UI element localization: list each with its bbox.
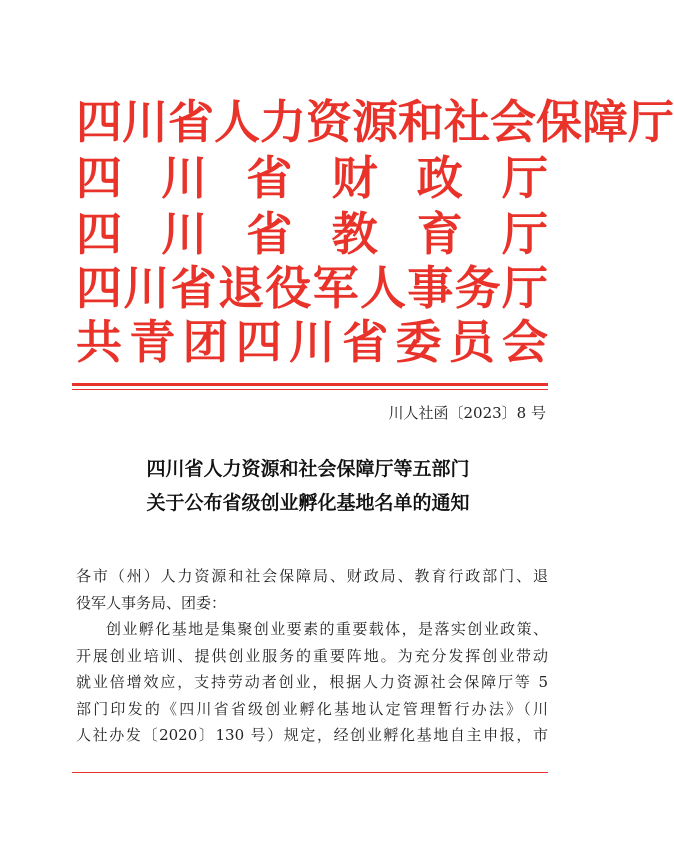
header-char: 财 [331,151,378,205]
header-char: 人 [214,95,260,149]
header-char: 源 [352,95,398,149]
document-title-line-1: 四川省人力资源和社会保障厅等五部门 [146,458,470,480]
header-char: 川 [122,95,168,149]
header-char: 人 [359,261,406,315]
header-char: 四 [76,207,122,261]
header-char: 政 [416,151,463,205]
header-char: 务 [454,261,501,315]
header-divider-thin [72,389,548,390]
header-char: 厅 [628,95,674,149]
header-char: 事 [407,261,454,315]
header-org-1 [76,95,674,149]
header-char: 教 [331,207,378,261]
header-divider-thick [72,383,548,386]
header-char: 保 [536,95,582,149]
paragraph-line: 人社办发〔2020〕130 号）规定，经创业孵化基地自主申报，市 [76,726,548,744]
salutation-line: 各市（州）人力资源和社会保障局、财政局、教育行政部门、退 [76,567,548,585]
header-char: 力 [260,95,306,149]
document-title-line-2: 关于公布省级创业孵化基地名单的通知 [146,492,470,514]
header-char: 厅 [501,151,548,205]
paragraph-line: 就业倍增效应，支持劳动者创业，根据人力资源社会保障厅等 5 [76,673,548,691]
header-char: 川 [161,207,208,261]
header-char: 四 [76,95,122,149]
header-char: 和 [398,95,444,149]
salutation [76,563,548,616]
header-char: 厅 [501,261,548,315]
document-body [76,563,548,749]
header-char: 川 [161,151,208,205]
header-char: 川 [123,261,170,315]
body-paragraph [76,616,548,749]
header-char: 会 [490,95,536,149]
footer-divider [72,772,548,773]
header-char: 资 [306,95,352,149]
header-org-5 [76,316,548,368]
header-char: 川 [289,315,335,369]
header-char: 社 [444,95,490,149]
header-char: 省 [342,315,389,369]
paragraph-line: 部门印发的《四川省省级创业孵化基地认定管理暂行办法》（川 [76,699,548,718]
paragraph-line: 开展创业培训、提供创业服务的重要阵地。为充分发挥创业带动 [76,646,548,665]
header-char: 团 [182,315,229,369]
header-char: 四 [76,261,122,315]
header-char: 省 [246,151,293,205]
header-char: 省 [168,95,214,149]
header-char: 会 [502,315,548,369]
header-char: 员 [448,315,495,369]
header-char: 军 [312,261,359,315]
salutation-line: 役军人事务局、团委： [76,593,227,612]
header-char: 役 [265,261,312,315]
header-char: 育 [416,207,463,261]
header-char: 青 [129,315,176,369]
header-org-4 [76,262,548,314]
header-char: 委 [395,315,442,369]
header-char: 四 [235,315,282,369]
header-org-3 [76,208,548,260]
header-char: 共 [76,315,122,369]
document-number: 川人社函〔2023〕8 号 [388,404,546,422]
header-char: 厅 [501,207,548,261]
header-char: 四 [76,151,122,205]
header-org-2 [76,152,548,204]
header-char: 退 [217,261,264,315]
header-char: 省 [246,207,293,261]
paragraph-line: 创业孵化基地是集聚创业要素的重要载体，是落实创业政策、 [106,620,548,638]
header-char: 省 [170,261,217,315]
header-char: 障 [582,95,628,149]
